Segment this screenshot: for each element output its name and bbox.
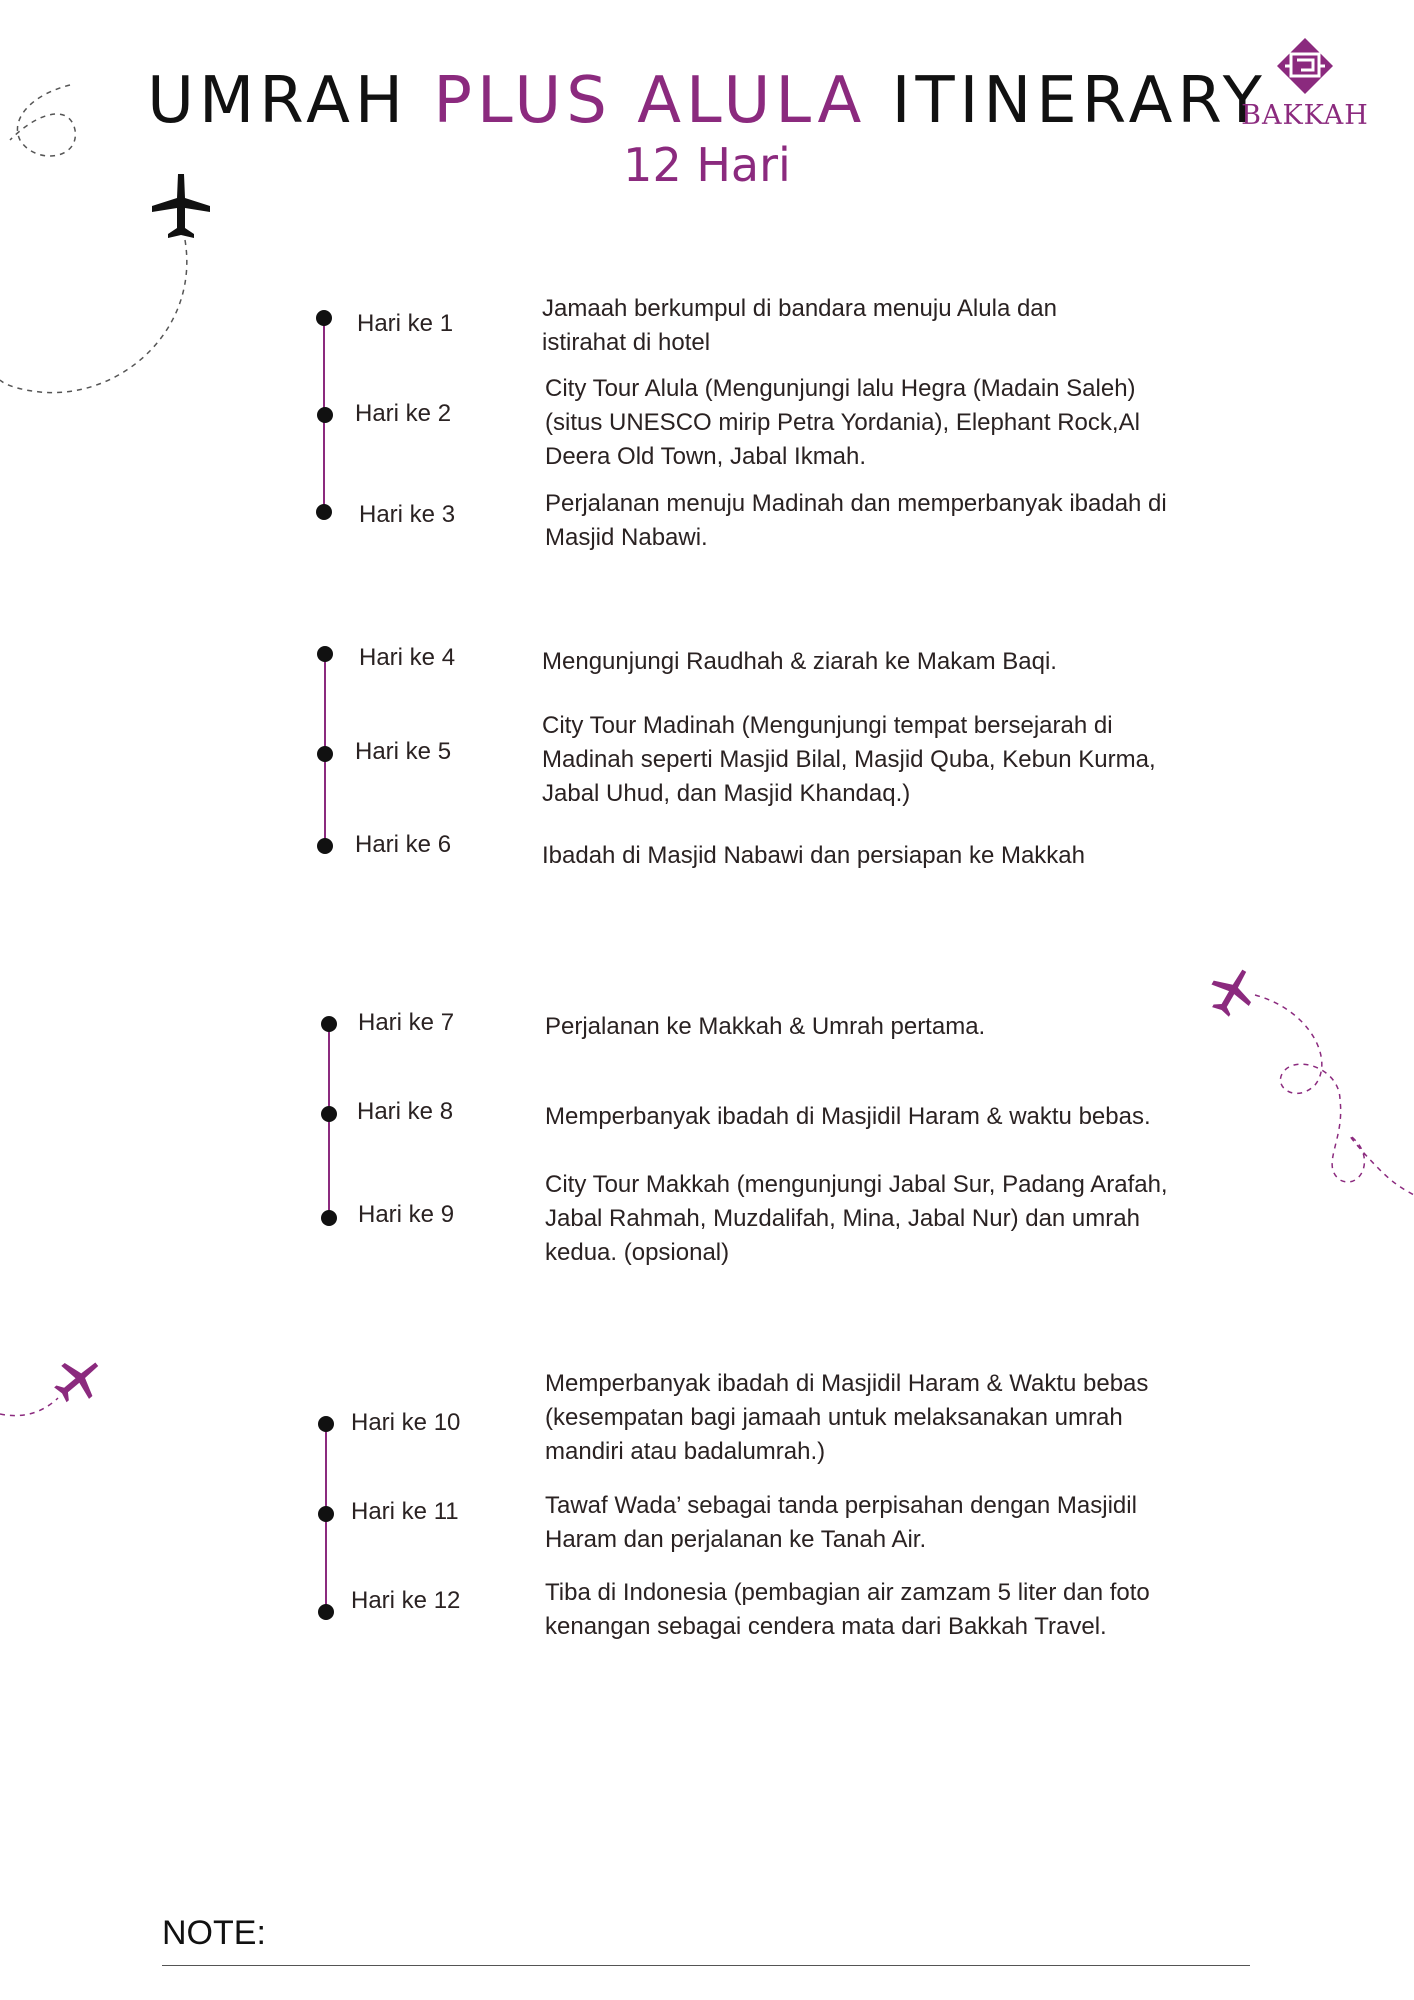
day-description: Perjalanan menuju Madinah dan memperbanyak ibadah di Masjid Nabawi. xyxy=(545,490,1167,551)
day-label: Hari ke 10 xyxy=(351,1409,461,1436)
day-label: Hari ke 11 xyxy=(351,1498,459,1525)
day-description: Mengunjungi Raudhah & ziarah ke Makam Baqi. xyxy=(542,648,1057,675)
timeline-dot xyxy=(317,746,333,762)
timeline-dot xyxy=(317,838,333,854)
timeline-dot xyxy=(318,1604,334,1620)
day-description: Tawaf Wada’ sebagai tanda perpisahan dengan Masjidil Haram dan perjalanan ke Tanah Air. xyxy=(545,1492,1137,1553)
day-label: Hari ke 7 xyxy=(358,1009,455,1036)
page-title xyxy=(0,64,1414,138)
timeline-dot xyxy=(317,646,333,662)
timeline-line xyxy=(328,1024,330,1220)
day-description: Jamaah berkumpul di bandara menuju Alula dan istirahat di hotel xyxy=(542,295,1058,356)
day-description: Memperbanyak ibadah di Masjidil Haram & Waktu bebas (kesempatan bagi jamaah untuk melaksanakan umrah mandiri atau badalumrah.) xyxy=(545,1370,1149,1465)
title-part-3: ITINERARY xyxy=(891,64,1267,138)
timeline-dot xyxy=(321,1210,337,1226)
timeline-dot xyxy=(318,1506,334,1522)
timeline-dot xyxy=(321,1016,337,1032)
day-label: Hari ke 12 xyxy=(351,1587,461,1614)
bakkah-logo-icon xyxy=(1275,36,1335,98)
day-description: Memperbanyak ibadah di Masjidil Haram & waktu bebas. xyxy=(545,1103,1151,1130)
timeline-line xyxy=(325,1424,327,1620)
day-description: City Tour Alula (Mengunjungi lalu Hegra (Madain Saleh) (situs UNESCO mirip Petra Yordania), Elephant Rock,Al Deera Old Town, Jabal Ikmah. xyxy=(545,375,1140,470)
airplane-icon xyxy=(41,1343,114,1416)
day-label: Hari ke 1 xyxy=(357,310,454,337)
day-description: Perjalanan ke Makkah & Umrah pertama. xyxy=(545,1013,986,1040)
day-label: Hari ke 6 xyxy=(355,831,452,858)
day-label: Hari ke 4 xyxy=(359,644,456,671)
logo-text: BAKKAH xyxy=(1241,100,1369,131)
timeline-dot xyxy=(316,504,332,520)
timeline-dot xyxy=(316,310,332,326)
day-description: City Tour Makkah (mengunjungi Jabal Sur, Padang Arafah, Jabal Rahmah, Muzdalifah, Mina, Jabal Nur) dan umrah kedua. (opsional) xyxy=(545,1171,1168,1266)
day-label: Hari ke 9 xyxy=(358,1201,455,1228)
day-description: City Tour Madinah (Mengunjungi tempat bersejarah di Madinah seperti Masjid Bilal, Masjid Quba, Kebun Kurma, Jabal Uhud, dan Masjid Khandaq.) xyxy=(542,712,1156,807)
note-line xyxy=(162,1965,1250,1966)
title-part-2: PLUS ALULA xyxy=(433,64,867,138)
day-description: Ibadah di Masjid Nabawi dan persiapan ke Makkah xyxy=(542,842,1085,869)
day-label: Hari ke 8 xyxy=(357,1098,454,1125)
airplane-icon xyxy=(1196,956,1267,1027)
day-label: Hari ke 2 xyxy=(355,400,452,427)
timeline-dot xyxy=(321,1106,337,1122)
day-label: Hari ke 5 xyxy=(355,738,452,765)
day-label: Hari ke 3 xyxy=(359,501,456,528)
title-part-1: UMRAH xyxy=(147,64,408,138)
day-description: Tiba di Indonesia (pembagian air zamzam 5 liter dan foto kenangan sebagai cendera mata dari Bakkah Travel. xyxy=(545,1579,1150,1640)
timeline-dot xyxy=(317,407,333,423)
timeline-dot xyxy=(318,1416,334,1432)
note-label: NOTE: xyxy=(162,1914,266,1952)
page-subtitle: 12 Hari xyxy=(623,138,791,192)
bakkah-logo xyxy=(1240,36,1370,136)
